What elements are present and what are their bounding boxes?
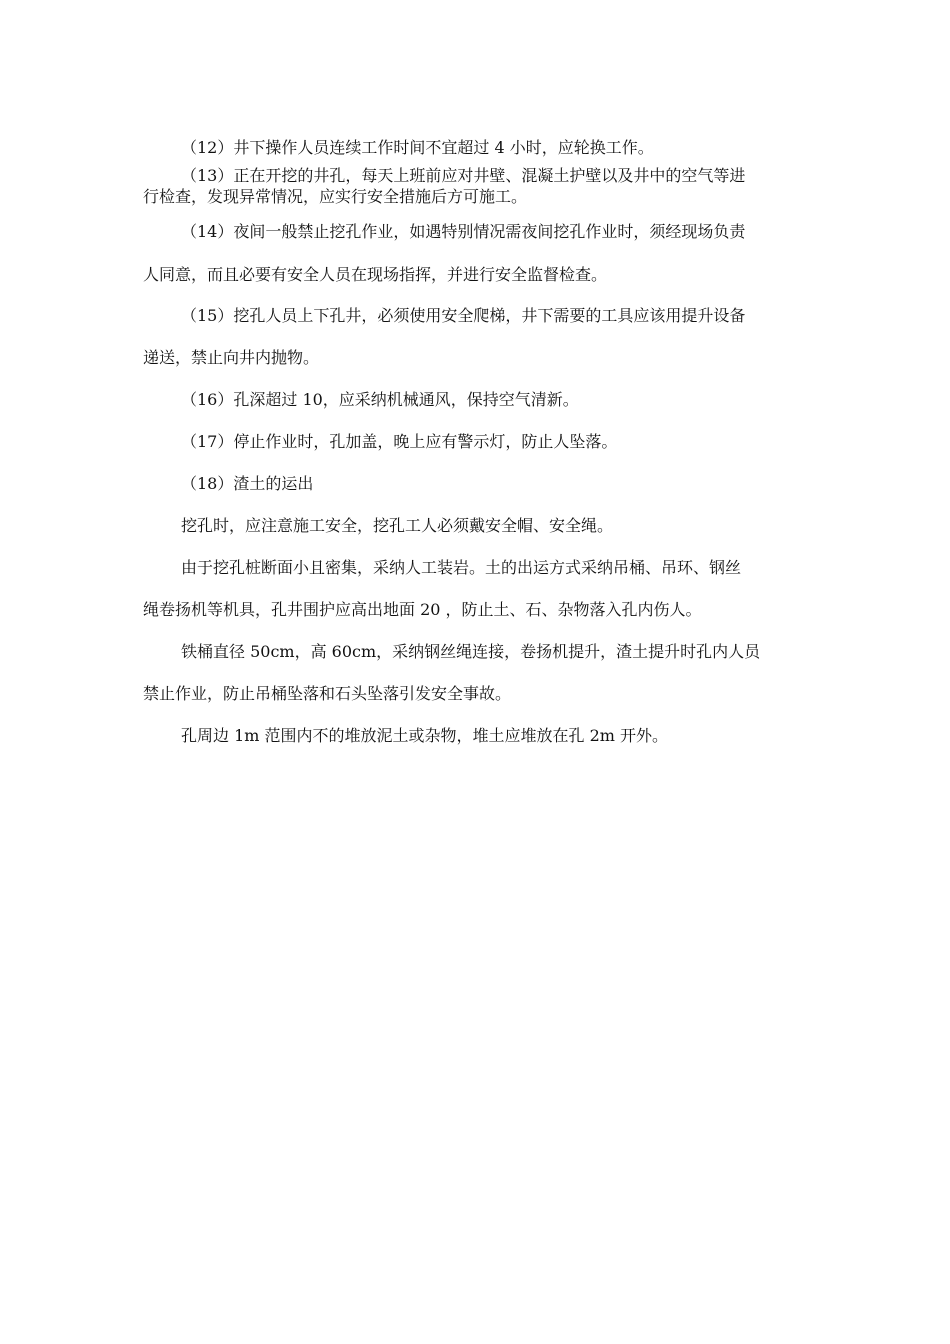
paragraph-13-line-1: （13）正在开挖的井孔，每天上班前应对井壁、混凝土护壁以及井中的空气等进 (181, 166, 746, 185)
paragraph-17-line-1: （17）停止作业时，孔加盖，晚上应有警示灯，防止人坠落。 (181, 432, 618, 451)
paragraph-15-line-1: （15）挖孔人员上下孔井，必须使用安全爬梯，井下需要的工具应该用提升设备 (181, 306, 746, 325)
paragraph-15-line-2: 递送，禁止向井内抛物。 (143, 348, 320, 367)
paragraph-20-line-1: 由于挖孔桩断面小且密集，采纳人工装岩。土的出运方式采纳吊桶、吊环、钢丝 (181, 558, 742, 577)
paragraph-21-line-1: 铁桶直径 50cm，高 60cm，采纳钢丝绳连接，卷扬机提升，渣土提升时孔内人员 (181, 642, 761, 661)
paragraph-22-line-1: 孔周边 1m 范围内不的堆放泥土或杂物，堆土应堆放在孔 2m 开外。 (181, 726, 669, 745)
paragraph-14-line-1: （14）夜间一般禁止挖孔作业，如遇特别情况需夜间挖孔作业时，须经现场负责 (181, 222, 746, 241)
paragraph-12-line-1: （12）井下操作人员连续工作时间不宜超过 4 小时，应轮换工作。 (181, 138, 654, 157)
paragraph-19-line-1: 挖孔时，应注意施工安全，挖孔工人必须戴安全帽、安全绳。 (181, 516, 614, 535)
paragraph-18-line-1: （18）渣土的运出 (181, 474, 314, 493)
paragraph-14-line-2: 人同意，而且必要有安全人员在现场指挥，并进行安全监督检查。 (143, 265, 608, 284)
paragraph-16-line-1: （16）孔深超过 10，应采纳机械通风，保持空气清新。 (181, 390, 579, 409)
paragraph-20-line-2: 绳卷扬机等机具，孔井围护应高出地面 20 ，防止土、石、杂物落入孔内伤人。 (143, 600, 702, 619)
paragraph-13-line-2: 行检查，发现异常情况，应实行安全措施后方可施工。 (143, 187, 528, 206)
paragraph-21-line-2: 禁止作业，防止吊桶坠落和石头坠落引发安全事故。 (143, 684, 512, 703)
